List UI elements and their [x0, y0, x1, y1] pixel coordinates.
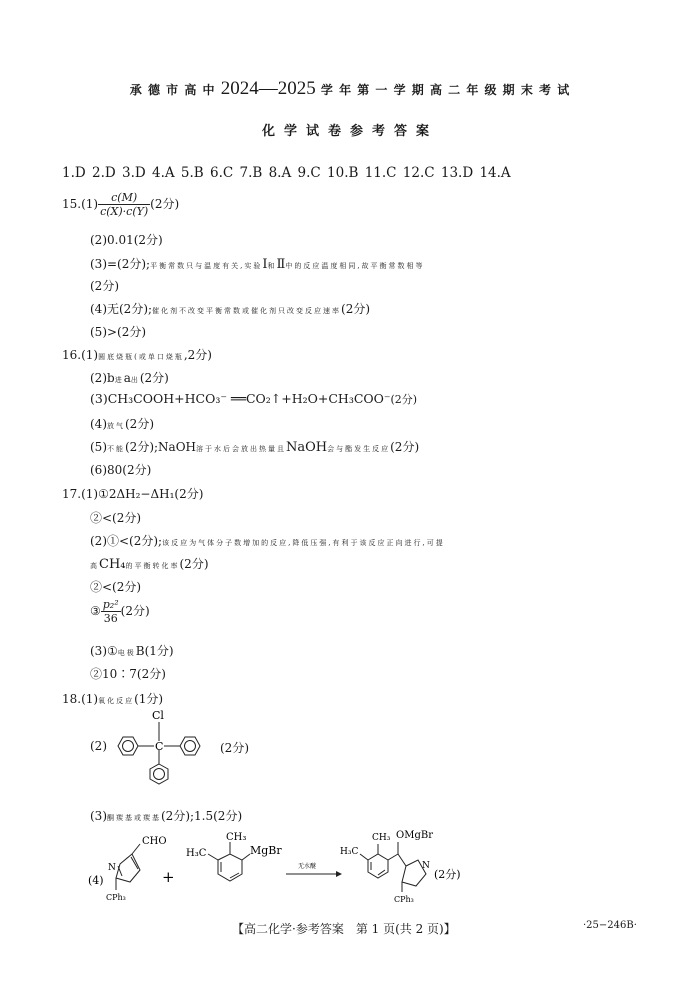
- q16-part5: (5)不能(2分);NaOH溶于水后会放出热量且NaOH会与酯发生反应(2分): [90, 440, 420, 455]
- q15-part5: (5)>(2分): [90, 325, 147, 339]
- q16-part1: 16.(1)圆底烧瓶(或单口烧瓶,2分): [62, 348, 212, 362]
- q17-part3-2: ②10∶7(2分): [90, 667, 166, 681]
- q18-part4-label: (4): [88, 874, 104, 887]
- equilibrium-constant-fraction: $\frac{c(M)}{c(X)\cdot c(Y)}$: [100, 191, 149, 218]
- q16-equation: (3)CH₃COOH+HCO₃⁻ ══CO₂↑+H₂O+CH₃COO⁻: [90, 391, 391, 406]
- q16-part4: (4)放气(2分): [90, 417, 154, 431]
- q18-part2-score: (2分): [220, 741, 249, 755]
- q15-part2: (2)0.01(2分): [90, 233, 163, 247]
- q17-part2-cont: 高CH₄的平衡转化率(2分): [90, 557, 209, 572]
- q17-part1-2: ②<(2分): [90, 511, 142, 525]
- exam-title: [0, 78, 700, 100]
- aldehyde-group-label: CHO: [142, 836, 167, 847]
- methyl-label-2: H₃C: [186, 848, 207, 859]
- pressure-fraction: $\frac{\text{p₂²}}{36}$: [102, 598, 119, 625]
- mgbr-label: MgBr: [250, 844, 282, 857]
- document-subtitle: 化学试卷参考答案: [261, 124, 438, 139]
- q17-part2: (2)①<(2分);该反应为气体分子数增加的反应,降低压强,有利于该反应正向进行,可提: [90, 534, 445, 548]
- plus-sign: +: [162, 868, 175, 886]
- q18-part3: (3)酮羰基或羰基(2分);1.5(2分): [90, 809, 243, 823]
- q18-part4-score: (2分): [434, 868, 461, 881]
- grignard-reaction-scheme: [86, 826, 526, 918]
- q16-part3: (3)CH₃COOH+HCO₃⁻ ══CO₂↑+H₂O+CH₃COO⁻(2分): [90, 391, 418, 406]
- methyl-label-1: CH₃: [226, 832, 247, 843]
- school-years: 2024—2025: [220, 78, 316, 99]
- anhydrous-ether-label: 无水醚: [298, 863, 317, 870]
- q18-part1: 18.(1)氧化反应(1分): [62, 692, 164, 706]
- central-carbon-label: C: [155, 740, 164, 753]
- q15-part3: (3)=(2分);平衡常数只与温度有关,实验Ⅰ和Ⅱ中的反应温度相同,故平衡常数相等: [90, 257, 425, 272]
- q16-part2: (2)b进a出(2分): [90, 371, 169, 385]
- q15-part1: 15.(1) $\frac{c(M)}{c(X)\cdot c(Y)}$ (2分): [62, 191, 180, 218]
- q17-part1: 17.(1)①2ΔH₂−ΔH₁(2分): [62, 487, 204, 501]
- trityl-group-label: CPh₃: [106, 893, 126, 902]
- document-code: ·25−246B·: [583, 920, 637, 931]
- product-methyl-label-1: CH₃: [372, 833, 391, 843]
- q16-part6: (6)80(2分): [90, 463, 152, 477]
- exam-name: 学 年 第 一 学 期 高 二 年 级 期 末 考 试: [320, 83, 571, 97]
- product-methyl-label-2: H₃C: [340, 847, 359, 857]
- imidazole-n-label: N: [108, 863, 116, 873]
- omgbr-label: OMgBr: [396, 830, 433, 841]
- chlorine-atom-label: Cl: [152, 709, 164, 722]
- q18-part2-label: (2): [90, 739, 107, 753]
- multiple-choice-answers: 1.D 2.D 3.D 4.A 5.B 6.C 7.B 8.A 9.C 10.B 11.C 12.C 13.D 14.A: [62, 165, 511, 181]
- q15-part3-score: (2分): [90, 279, 119, 293]
- product-trityl-label: CPh₃: [394, 895, 414, 904]
- trityl-chloride-structure: [108, 708, 218, 804]
- school-name: 承 德 市 高 中: [129, 83, 216, 97]
- product-n-label: N: [422, 861, 430, 871]
- q17-part3: (3)①电极B(1分): [90, 644, 174, 658]
- q17-part2-2: ②<(2分): [90, 580, 142, 594]
- q15-part4: (4)无(2分);催化剂不改变平衡常数或催化剂只改变反应速率(2分): [90, 302, 371, 316]
- page-footer: 【高二化学·参考答案 第 1 页(共 2 页)】: [232, 922, 456, 936]
- q17-part2-3: ③ $\frac{\text{p₂²}}{36}$ (2分): [90, 598, 150, 625]
